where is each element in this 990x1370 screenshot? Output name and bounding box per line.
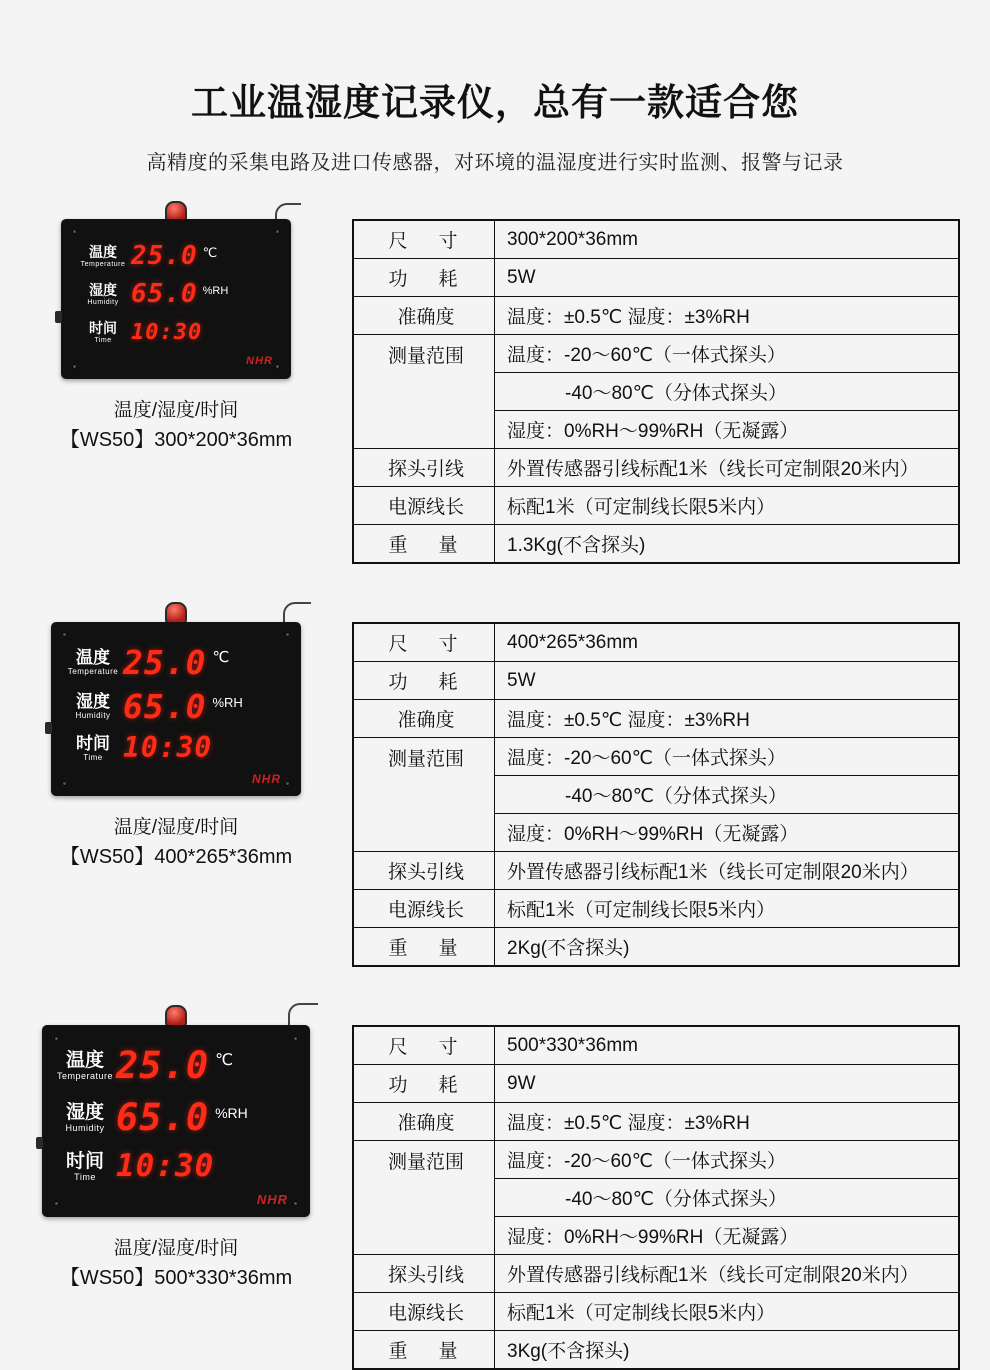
spec-value-cable: 标配1米（可定制线长限5米内）: [495, 487, 960, 525]
spec-key-weight: 重 量: [353, 525, 495, 564]
table-row: [353, 1103, 959, 1141]
table-row: [353, 220, 959, 259]
page-subtitle: 高精度的采集电路及进口传感器，对环境的温湿度进行实时监测、报警与记录: [146, 152, 844, 174]
product-caption-2: [0, 813, 352, 873]
spec-key-size: 尺 寸: [353, 1026, 495, 1065]
table-row: [353, 700, 959, 738]
brand-logo: NHR: [246, 355, 273, 367]
product-block-2: [0, 622, 990, 967]
spec-value-range-1: 温度：-20～60℃（一体式探头）: [495, 738, 960, 776]
table-row: [353, 487, 959, 525]
time-label-cn: 时间: [65, 1150, 104, 1172]
product-image-3: [0, 1025, 352, 1294]
table-row: [353, 662, 959, 700]
table-row: [353, 738, 959, 776]
spec-value-range-3: 湿度：0%RH～99%RH（无凝露）: [495, 411, 960, 449]
spec-key-accuracy: 准确度: [353, 297, 495, 335]
spec-value-probe: 外置传感器引线标配1米（线长可定制限20米内）: [495, 852, 960, 890]
humidity-row: [51, 687, 301, 726]
spec-value-probe: 外置传感器引线标配1米（线长可定制限20米内）: [495, 1255, 960, 1293]
table-row: [353, 1065, 959, 1103]
time-label-cn: 时间: [76, 733, 110, 753]
spec-value-probe: 外置传感器引线标配1米（线长可定制限20米内）: [495, 449, 960, 487]
humidity-unit: %RH: [212, 695, 243, 710]
product-caption-3: [0, 1234, 352, 1294]
table-row: [353, 928, 959, 967]
table-row: [353, 259, 959, 297]
temperature-label-cn: 温度: [89, 243, 117, 260]
spec-value-accuracy: 温度：±0.5℃ 湿度：±3%RH: [495, 700, 960, 738]
spec-key-probe: 探头引线: [353, 852, 495, 890]
spec-key-cable: 电源线长: [353, 487, 495, 525]
spec-table-1: [352, 219, 960, 564]
spec-key-size: 尺 寸: [353, 220, 495, 259]
time-value: 10:30: [131, 319, 203, 345]
spec-table-2: [352, 622, 960, 967]
humidity-value: 65.0: [123, 687, 207, 726]
temperature-label-cn: 温度: [65, 1049, 104, 1071]
humidity-value: 65.0: [131, 279, 198, 309]
spec-value-range-2: -40～80℃（分体式探头）: [495, 776, 960, 814]
spec-value-power: 9W: [495, 1065, 960, 1103]
device-panel-2: [51, 622, 301, 796]
spec-key-cable: 电源线长: [353, 1293, 495, 1331]
temperature-row: [42, 1044, 310, 1087]
spec-key-range: 测量范围: [353, 1141, 495, 1255]
humidity-value: 65.0: [116, 1096, 210, 1139]
temperature-label-en: Temperature: [56, 1070, 114, 1081]
spec-key-probe: 探头引线: [353, 1255, 495, 1293]
spec-value-weight: 1.3Kg(不含探头): [495, 525, 960, 564]
time-row: [61, 321, 291, 344]
spec-value-cable: 标配1米（可定制线长限5米内）: [495, 1293, 960, 1331]
temperature-value: 25.0: [123, 643, 207, 682]
temperature-value: 25.0: [131, 241, 198, 271]
table-row: [353, 852, 959, 890]
spec-key-weight: 重 量: [353, 928, 495, 967]
table-row: [353, 525, 959, 564]
spec-table-wrap-3: [352, 1025, 990, 1370]
time-row: [51, 731, 301, 764]
spec-value-size: 300*200*36mm: [495, 220, 960, 259]
device-panel-1: [61, 219, 291, 379]
spec-value-size: 500*330*36mm: [495, 1026, 960, 1065]
humidity-label-en: Humidity: [87, 298, 119, 306]
time-label-cn: 时间: [89, 320, 117, 336]
spec-value-weight: 2Kg(不含探头): [495, 928, 960, 967]
alarm-lamp-icon: [165, 1005, 187, 1027]
caption-line-1: 温度/湿度/时间: [113, 400, 239, 421]
product-block-1: [0, 219, 990, 564]
table-row: [353, 623, 959, 662]
spec-key-power: 功 耗: [353, 259, 495, 297]
table-row: [353, 890, 959, 928]
humidity-label-en: Humidity: [75, 711, 111, 720]
table-row: [353, 335, 959, 373]
humidity-unit: %RH: [215, 1105, 248, 1121]
table-row: [353, 297, 959, 335]
temperature-label-cn: 温度: [76, 648, 110, 667]
spec-key-range: 测量范围: [353, 738, 495, 852]
time-value: 10:30: [116, 1148, 215, 1184]
spec-key-accuracy: 准确度: [353, 1103, 495, 1141]
spec-table-wrap-2: [352, 622, 990, 967]
spec-key-weight: 重 量: [353, 1331, 495, 1370]
temperature-unit: ℃: [202, 245, 218, 260]
spec-table-3: [352, 1025, 960, 1370]
page-title: 工业温湿度记录仪，总有一款适合您: [191, 82, 799, 123]
spec-value-range-1: 温度：-20～60℃（一体式探头）: [495, 335, 960, 373]
temperature-unit: ℃: [212, 649, 230, 666]
spec-value-power: 5W: [495, 662, 960, 700]
spec-value-power: 5W: [495, 259, 960, 297]
alarm-lamp-icon: [165, 602, 187, 624]
temperature-row: [61, 243, 291, 269]
humidity-row: [61, 281, 291, 307]
temperature-row: [51, 643, 301, 682]
page-header: [0, 0, 990, 175]
humidity-label-cn: 湿度: [65, 1101, 104, 1123]
table-row: [353, 1331, 959, 1370]
humidity-label-cn: 湿度: [76, 692, 110, 711]
spec-key-power: 功 耗: [353, 1065, 495, 1103]
table-row: [353, 1293, 959, 1331]
humidity-unit: %RH: [202, 285, 229, 297]
table-row: [353, 1026, 959, 1065]
product-image-2: [0, 622, 352, 873]
temperature-label-en: Temperature: [67, 667, 119, 676]
temperature-unit: ℃: [215, 1052, 234, 1069]
brand-logo: NHR: [256, 1192, 288, 1207]
brand-logo: NHR: [252, 772, 281, 786]
caption-model-3: 【WS50】500*330*36mm: [59, 1267, 293, 1290]
device-panel-3: [42, 1025, 310, 1217]
table-row: [353, 1255, 959, 1293]
table-row: [353, 449, 959, 487]
spec-key-power: 功 耗: [353, 662, 495, 700]
product-block-3: [0, 1025, 990, 1370]
spec-value-range-2: -40～80℃（分体式探头）: [495, 1179, 960, 1217]
humidity-label-cn: 湿度: [89, 281, 117, 298]
spec-value-accuracy: 温度：±0.5℃ 湿度：±3%RH: [495, 1103, 960, 1141]
time-value: 10:30: [123, 731, 213, 764]
table-row: [353, 1141, 959, 1179]
caption-model-2: 【WS50】400*265*36mm: [59, 846, 293, 869]
temperature-value: 25.0: [116, 1044, 210, 1087]
spec-value-size: 400*265*36mm: [495, 623, 960, 662]
time-label-en: Time: [83, 752, 103, 762]
caption-line-3: 温度/湿度/时间: [113, 1238, 239, 1259]
spec-key-range: 测量范围: [353, 335, 495, 449]
spec-key-cable: 电源线长: [353, 890, 495, 928]
spec-table-wrap-1: [352, 219, 990, 564]
time-label-en: Time: [94, 337, 112, 344]
temperature-label-en: Temperature: [80, 260, 126, 268]
spec-value-range-2: -40～80℃（分体式探头）: [495, 373, 960, 411]
product-image-1: [0, 219, 352, 456]
humidity-label-en: Humidity: [65, 1122, 105, 1133]
spec-key-probe: 探头引线: [353, 449, 495, 487]
spec-key-size: 尺 寸: [353, 623, 495, 662]
spec-value-range-3: 湿度：0%RH～99%RH（无凝露）: [495, 1217, 960, 1255]
spec-value-range-3: 湿度：0%RH～99%RH（无凝露）: [495, 814, 960, 852]
time-row: [42, 1148, 310, 1184]
product-caption-1: [0, 396, 352, 456]
spec-value-range-1: 温度：-20～60℃（一体式探头）: [495, 1141, 960, 1179]
spec-value-weight: 3Kg(不含探头): [495, 1331, 960, 1370]
caption-model-1: 【WS50】300*200*36mm: [59, 429, 293, 452]
spec-value-accuracy: 温度：±0.5℃ 湿度：±3%RH: [495, 297, 960, 335]
spec-key-accuracy: 准确度: [353, 700, 495, 738]
caption-line-2: 温度/湿度/时间: [113, 817, 239, 838]
spec-value-cable: 标配1米（可定制线长限5米内）: [495, 890, 960, 928]
humidity-row: [42, 1096, 310, 1139]
time-label-en: Time: [74, 1171, 96, 1182]
